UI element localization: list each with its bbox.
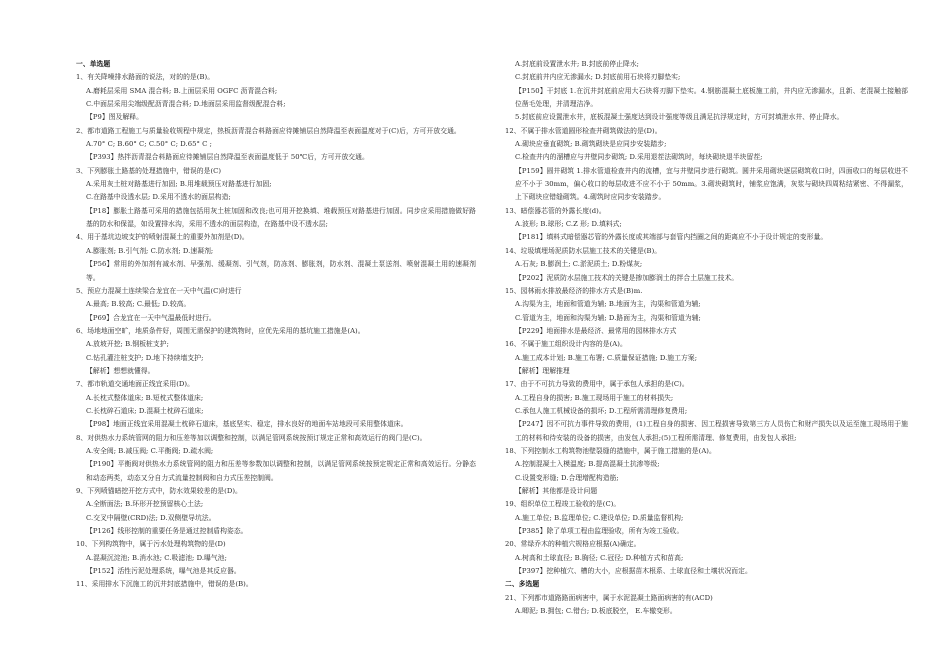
answer-options: C.检查井内的溜槽应与井壁同步砌筑; D.采用退茬法砌筑时，每块砌块退半块留茬; <box>515 153 763 162</box>
section-heading: 一、单选题 <box>76 60 111 68</box>
explanation-note: 【P385】除了单项工程由监理验收，所有为竣工验收。 <box>515 527 684 536</box>
explanation-note: 【P152】活性污泥处理系统，曝气池是其反应器。 <box>86 567 241 576</box>
answer-options: A.安全阀; B.减压阀; C.平衡阀; D.疏水阀; <box>86 446 214 455</box>
question-text: 4、用于基坑边坡支护的喷射混凝土的重要外加剂是(D)。 <box>76 233 249 242</box>
question-text: 10、下列构筑物中，属于污水处理构筑物的是(D) <box>76 540 226 549</box>
explanation-note: 【P190】平衡阀对供热水力系统管网的阻力和压差等参数加以调整和控制，以满足管网系统按预定规定正常和高效运行。分静态和动态两类，动态又分自力式流量控制阀和自力式压差控制阀。 <box>86 460 476 482</box>
explanation-note: 【P159】圆井砌筑 1.排水管道检查井内的流槽，宜与井壁同步进行砌筑。圆井采用砌块逐层砌筑收口时，四面收口的每层收进不应不小于 30mm，偏心收口的每层收进不应不小于 50mm。3.砌块砌筑时，铺浆应饱满，灰浆与砌块四周粘结紧密、不得漏浆，上下砌块应错缝砌筑。4.砌筑时应同步安装踏步。 <box>515 166 908 202</box>
answer-options: A.放坡开挖; B.钢板桩支护; <box>86 340 169 349</box>
answer-options: C.长枕碎石道床; D.混凝土枕碎石道床; <box>86 406 204 415</box>
explanation-note: 【P150】干封底 1.在沉井封底前应用大石块将刃脚下垫实。4.钢筋混凝土底板施工前，井内应无渗漏水，且新、老混凝土接触部位凿毛处理，并清理洁净。 <box>515 86 908 109</box>
answer-options: A.膨胀剂; B.引气剂; C.防水剂; D.速凝剂; <box>86 246 214 255</box>
question-text: 5、预应力混凝土连续梁合龙宜在一天中气温(C)时进行 <box>76 286 242 295</box>
answer-options: A.控制混凝土入模温度; B.提高混凝土抗渗等级; <box>515 460 660 469</box>
question-text: 3、下列膨胀土路基的处理措施中，错误的是(C) <box>76 166 222 175</box>
answer-options: C.设置变形缝; D.合理增配构造筋; <box>515 473 619 482</box>
explanation-note: 【解析】理解推理 <box>515 366 570 375</box>
answer-options: C.在路基中设透水层; D.采用不透水的面层构造; <box>86 193 231 202</box>
question-text: 14、垃圾填埋场泥质防水层施工技术的关键是(B)。 <box>505 246 662 255</box>
question-text: 6、场地地面空旷，地质条件好，周围无需保护的建筑物时，应优先采用的基坑施工措施是(A)。 <box>76 326 365 335</box>
question-text: 11、采用排水下沉施工的沉井封底措施中，错误的是(B)。 <box>76 580 253 589</box>
answer-options: A.最高; B.较高; C.最低; D.较高。 <box>86 300 191 309</box>
answer-options: A.工程自身的损害; B.施工现场用于施工的材料损失; <box>515 393 674 402</box>
explanation-note: 5.封底前应设置泄水井，底板混凝土强度达到设计强度等级且满足抗浮规定时，方可封填泄水井、停止降水。 <box>515 113 844 122</box>
answer-options: A.波形; B.球形; C.Z 形; D.填料式; <box>515 220 622 229</box>
answer-options: A.封底前设置泄水井; B.封底前停止降水; <box>515 60 640 68</box>
answer-options: A.施工成本计划; B.施工布署; C.质量保证措施; D.施工方案; <box>515 353 698 362</box>
answer-options: A.沟渠为主，地面和管道为辅; B.地面为主，沟渠和管道为辅; <box>515 300 701 309</box>
question-text: 16、不属于施工组织设计内容的是(A)。 <box>505 340 627 349</box>
question-text: 13、暗偿器芯管的外露长度(d)。 <box>505 206 606 215</box>
answer-options: C.交叉中隔壁(CRD)法; D.双侧壁导坑法。 <box>86 513 216 522</box>
section-heading: 二、多选题 <box>505 580 540 589</box>
question-text: 20、常绿乔木的种植穴规格应根据(A)确定。 <box>505 540 641 549</box>
answer-options: C.中面层采用尖端级配沥青混合料; D.地面层采用监督级配混合料; <box>86 100 286 109</box>
explanation-note: 【解析】其他都是设计问题 <box>515 487 598 495</box>
answer-options: A.施工单位; B.监理单位; C.建设单位; D.质量监督机构; <box>515 513 684 522</box>
question-text: 1、有关降噪排水路面的说法，对的的是(B)。 <box>76 73 215 82</box>
answer-options: C.钻孔灌注桩支护; D.地下持续墙支护; <box>86 353 204 362</box>
explanation-note: 【P98】地面正线宜采用混凝土枕碎石道床，基底坚实、稳定，排水良好的地面车站地段可采用整体道床。 <box>86 420 408 429</box>
left-column <box>76 58 476 592</box>
explanation-note: 【解析】想想就懂得。 <box>86 366 155 375</box>
question-text: 2、都市道路工程施工与质量验收规程中规定，热板沥青混合料路面应待摊铺层自然降温至表面温度对于(C)后，方可开放交通。 <box>76 126 461 135</box>
explanation-note: 【P397】挖种植穴、槽的大小，应根据苗木根系、土球直径和土壤状况而定。 <box>515 567 752 576</box>
question-text: 19、组织单位工程竣工验收的是(C)。 <box>505 500 621 509</box>
question-text: 15、园林雨水排放最经济的排水方式是(B)m. <box>505 286 643 295</box>
explanation-note: 【P181】填料式暗偿器芯管的外露长度或其端部与套管内挡圈之间的距离应不小于设计规定的变形量。 <box>515 233 828 242</box>
answer-options: A.混凝沉淀池; B.消水池; C.吸滤池; D.曝气池; <box>86 553 227 562</box>
explanation-note: 【P202】泥质防水层施工技术的关键是掺加膨润土的拌合土层施工技术。 <box>515 273 739 282</box>
question-text: 18、下列控制水工构筑物池壁裂缝的措施中，属于施工措施的是(A)。 <box>505 446 716 455</box>
answer-options: A.采用灰土桩对路基进行加固; B.用堆载预压对路基进行加固; <box>86 180 272 189</box>
explanation-note: 【P56】常用的外加剂有减水剂、早强剂、缓凝剂、引气剂，防冻剂、膨胀剂，防水剂、混凝土泵送剂、喷射混凝土用的速凝剂等。 <box>86 260 476 282</box>
right-column <box>505 58 908 618</box>
question-text: 9、下列喷锚暗挖开挖方式中，防水效果较差的是(D)。 <box>76 487 242 495</box>
answer-options: C.封底前井内应无渗漏水; D.封底前用石块将刃脚垫实; <box>515 73 681 82</box>
answer-options: A.树高和土球直径; B.胸径; C.冠径; D.种植方式和苗高; <box>515 553 684 562</box>
explanation-note: 【P126】线形控制的重要任务是通过控制盾构姿态。 <box>86 527 248 536</box>
answer-options: A.全断面法; B.环形开挖预留核心土法; <box>86 500 204 509</box>
question-text: 21、下列都市道路路面病害中，属于水泥混凝土路面病害的有(ACD) <box>505 593 713 602</box>
answer-options: A.长枕式整体道床; B.短枕式整体道床; <box>86 393 204 402</box>
explanation-note: 【P229】地面排水是最经济、最常用的园林排水方式 <box>515 326 677 335</box>
answer-options: A.70° C; B.60° C; C.50° C; D.65° C ; <box>86 140 212 149</box>
question-text: 7、都市轨道交通地面正线宜采用(D)。 <box>76 380 194 389</box>
answer-options: A.石灰; B.膨润土; C.淤泥质土; D.粉煤灰; <box>515 260 643 269</box>
question-text: 12、不属于排水管道圆形检查井砌筑做法的是(D)。 <box>505 126 662 135</box>
answer-options: A.砌块应垂直砌筑; B.砌筑砌块是应同步安装踏步; <box>515 140 667 149</box>
answer-options: A.磨耗层采用 SMA 混合料; B.上面层采用 OGFC 沥青混合料; <box>86 86 278 95</box>
answer-options: C.承包人施工机械设备的损坏; D.工程所需清理修复费用; <box>515 406 688 415</box>
explanation-note: 【P18】膨胀土路基可采用的措施包括用灰土桩加固和改良;也可用开挖换填、堆载预压对路基进行加固。同步应采用措施做好路基的防水和保湿，如设置排水沟，采用不透水的面层构造，在路基中设不透水层; <box>86 206 476 229</box>
question-text: 17、由于不可抗力导致的费用中，属于承包人承担的是(C)。 <box>505 380 689 389</box>
answer-options: A.唧泥; B.拥包; C.错台; D.板底脱空， E.车辙变形。 <box>515 607 677 616</box>
explanation-note: 【P393】热拌沥青混合料路面应待摊铺层自然降温至表面温度低于 50℃后，方可开放交通。 <box>86 153 369 162</box>
explanation-note: 【P247】因不可抗力事件导致的费用，(1)工程自身的损害、因工程损害导致第三方人员伤亡和财产损失以及运至施工现场用于施工的材料和待安装的设备的损害，由发包人承担;(5)工程所需清理、修复费用，由发包人承担; <box>515 420 908 442</box>
explanation-note: 【P69】合龙宜在一天中气温最低时进行。 <box>86 313 216 322</box>
explanation-note: 【P9】图及解释。 <box>86 113 143 122</box>
question-text: 8、对供热水力系统管网的阻力和压差等加以调整和控制，以满足管网系统按预订规定正常和高效运行的阀门是(C)。 <box>76 433 427 442</box>
answer-options: C.管道为主，地面和沟渠为辅; D.路面为主，沟渠和管道为辅; <box>515 313 701 322</box>
